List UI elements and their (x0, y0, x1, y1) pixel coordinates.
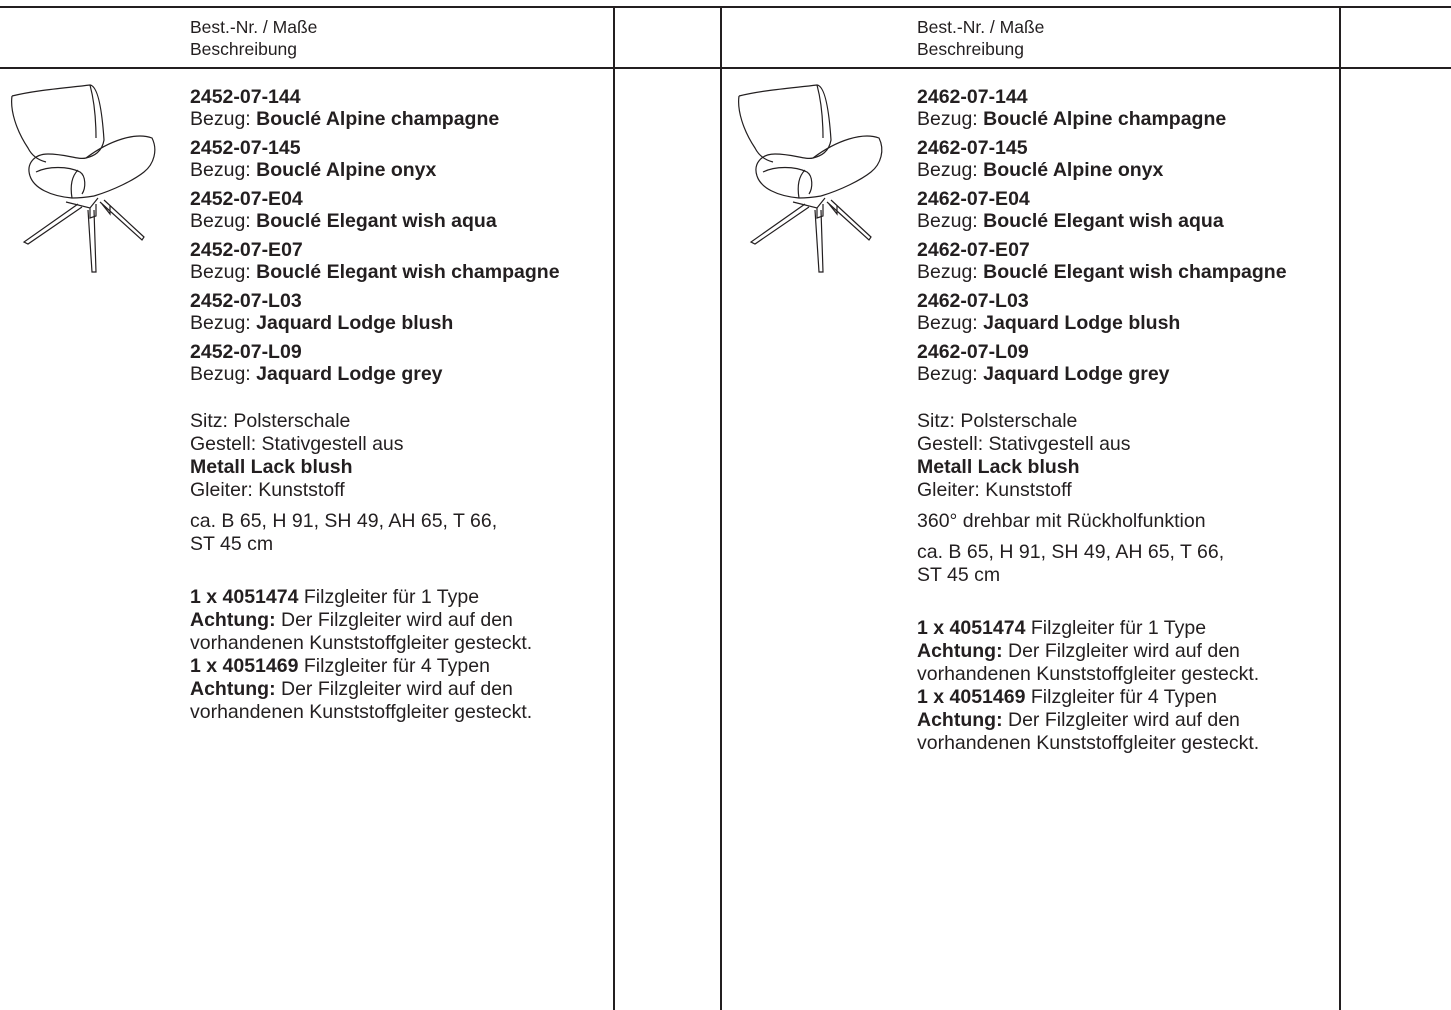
note-line: 1 x 4051469 Filzgleiter für 4 Typen (917, 686, 1217, 708)
column-header (190, 16, 317, 60)
accessory-notes (190, 586, 610, 724)
column-divider (720, 7, 722, 1010)
cover-line: Bezug: Jaquard Lodge blush (917, 312, 1181, 334)
column-divider (1339, 7, 1341, 1010)
note-line: 1 x 4051474 Filzgleiter für 1 Type (190, 586, 480, 608)
cover-line: Bezug: Jaquard Lodge blush (190, 312, 454, 334)
chair-image (733, 80, 893, 280)
article-number: 2452-07-L09 (190, 341, 302, 363)
article-number: 2452-07-145 (190, 137, 301, 159)
cover-name: Bouclé Elegant wish champagne (983, 261, 1287, 283)
cover-name: Bouclé Alpine champagne (256, 108, 500, 130)
note-line: Achtung: Der Filzgleiter wird auf den (190, 678, 513, 700)
cover-line: Bezug: Bouclé Alpine champagne (917, 108, 1227, 130)
glides-spec: Gleiter: Kunststoff (917, 479, 1072, 501)
cover-name: Bouclé Elegant wish champagne (256, 261, 560, 283)
cover-name: Jaquard Lodge grey (256, 363, 443, 385)
article-number: 2462-07-144 (917, 86, 1028, 108)
header-line-2: Beschreibung (917, 39, 1025, 59)
product-description-right (917, 84, 1337, 755)
cover-line: Bezug: Bouclé Alpine onyx (190, 159, 437, 181)
header-line-1: Best.-Nr. / Maße (190, 17, 318, 37)
article-entry (190, 290, 610, 335)
cover-name: Bouclé Alpine onyx (983, 159, 1164, 181)
dimensions-cont: ST 45 cm (917, 564, 1001, 586)
article-number: 2452-07-144 (190, 86, 301, 108)
article-entry (190, 239, 610, 284)
accessory-notes (917, 617, 1337, 755)
frame-material: Metall Lack blush (917, 456, 1080, 478)
article-entry (190, 341, 610, 386)
cover-name: Jaquard Lodge blush (256, 312, 454, 334)
article-number: 2462-07-L09 (917, 341, 1029, 363)
article-number: 2462-07-E07 (917, 239, 1030, 261)
header-line-1: Best.-Nr. / Maße (917, 17, 1045, 37)
note-line: 1 x 4051474 Filzgleiter für 1 Type (917, 617, 1207, 639)
note-line: vorhandenen Kunststoffgleiter gesteckt. (917, 663, 1260, 685)
glides-spec: Gleiter: Kunststoff (190, 479, 345, 501)
note-line: Achtung: Der Filzgleiter wird auf den (190, 609, 513, 631)
article-entry (190, 137, 610, 182)
article-entry (917, 239, 1337, 284)
specifications (917, 410, 1337, 587)
frame-spec: Gestell: Stativgestell aus (190, 433, 404, 455)
dimensions-cont: ST 45 cm (190, 533, 274, 555)
article-entry (917, 86, 1337, 131)
header-line-2: Beschreibung (190, 39, 298, 59)
article-number: 2462-07-L03 (917, 290, 1029, 312)
column-header (917, 16, 1044, 60)
seat-spec: Sitz: Polsterschale (917, 410, 1078, 432)
note-line: vorhandenen Kunststoffgleiter gesteckt. (190, 632, 533, 654)
product-description-left (190, 84, 610, 724)
note-line: 1 x 4051469 Filzgleiter für 4 Typen (190, 655, 490, 677)
column-divider (613, 7, 615, 1010)
specifications (190, 410, 610, 556)
cover-line: Bezug: Jaquard Lodge grey (190, 363, 443, 385)
top-rule (0, 6, 1451, 8)
article-entry (917, 188, 1337, 233)
seat-spec: Sitz: Polsterschale (190, 410, 351, 432)
cover-line: Bezug: Bouclé Alpine champagne (190, 108, 500, 130)
cover-name: Jaquard Lodge grey (983, 363, 1170, 385)
cover-name: Jaquard Lodge blush (983, 312, 1181, 334)
cover-name: Bouclé Elegant wish aqua (256, 210, 497, 232)
frame-spec: Gestell: Stativgestell aus (917, 433, 1131, 455)
cover-line: Bezug: Bouclé Elegant wish aqua (917, 210, 1224, 232)
article-number: 2462-07-E04 (917, 188, 1030, 210)
note-line: vorhandenen Kunststoffgleiter gesteckt. (190, 701, 533, 723)
cover-line: Bezug: Bouclé Elegant wish aqua (190, 210, 497, 232)
header-rule (0, 67, 1451, 69)
chair-image (6, 80, 166, 280)
article-number: 2452-07-E04 (190, 188, 303, 210)
note-line: Achtung: Der Filzgleiter wird auf den (917, 709, 1240, 731)
article-entry (917, 137, 1337, 182)
article-number: 2462-07-145 (917, 137, 1028, 159)
dimensions: ca. B 65, H 91, SH 49, AH 65, T 66, (190, 510, 498, 532)
article-number: 2452-07-L03 (190, 290, 302, 312)
article-entry (917, 341, 1337, 386)
note-line: vorhandenen Kunststoffgleiter gesteckt. (917, 732, 1260, 754)
article-entry (190, 188, 610, 233)
swivel-function: 360° drehbar mit Rückholfunktion (917, 510, 1206, 532)
article-number: 2452-07-E07 (190, 239, 303, 261)
cover-line: Bezug: Bouclé Alpine onyx (917, 159, 1164, 181)
cover-name: Bouclé Elegant wish aqua (983, 210, 1224, 232)
cover-name: Bouclé Alpine champagne (983, 108, 1227, 130)
article-entry (190, 86, 610, 131)
frame-material: Metall Lack blush (190, 456, 353, 478)
cover-name: Bouclé Alpine onyx (256, 159, 437, 181)
article-entry (917, 290, 1337, 335)
dimensions: ca. B 65, H 91, SH 49, AH 65, T 66, (917, 541, 1225, 563)
note-line: Achtung: Der Filzgleiter wird auf den (917, 640, 1240, 662)
cover-line: Bezug: Bouclé Elegant wish champagne (190, 261, 560, 283)
cover-line: Bezug: Bouclé Elegant wish champagne (917, 261, 1287, 283)
cover-line: Bezug: Jaquard Lodge grey (917, 363, 1170, 385)
